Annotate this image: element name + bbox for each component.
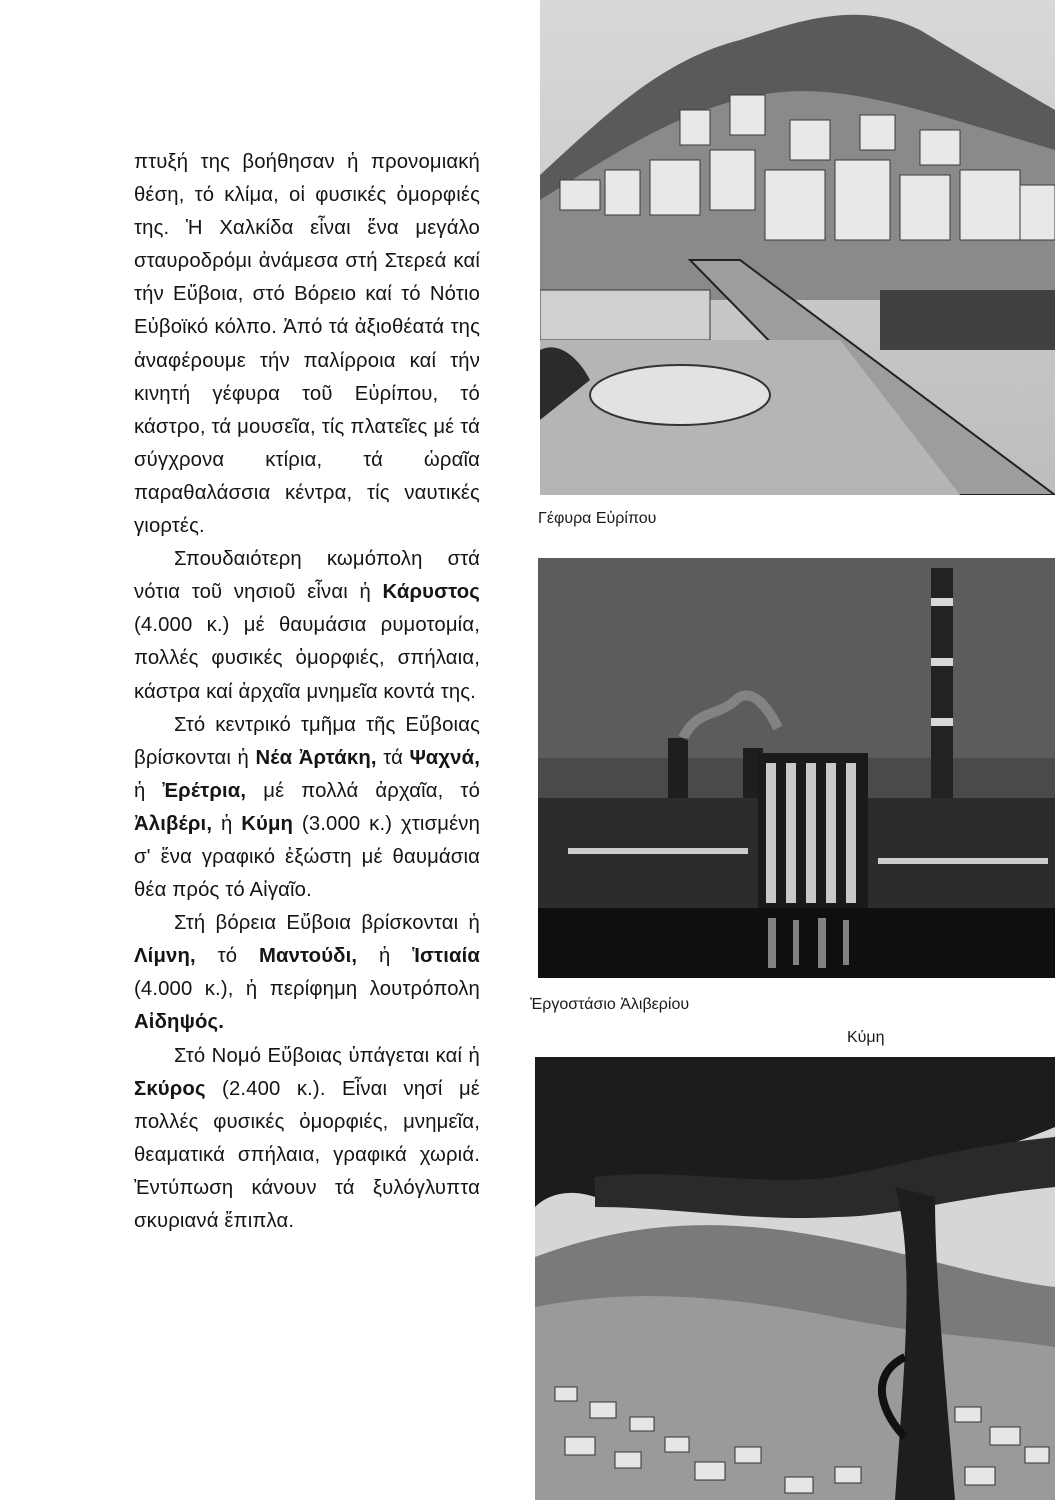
place-name: Κάρυστος [382,581,480,604]
text-run: ἡ [134,779,163,802]
text-run: μέ πολλά ἀρχαῖα, τό [246,779,481,802]
text-run: τό [195,945,259,968]
text-run: Στό κεντρικό τμῆμα τῆς Εὔβοιας βρίσκονται ἡ [134,713,480,769]
paragraph-north-evia [134,907,480,1039]
place-name: Ἀλιβέρι, [134,812,213,835]
text-run: (4.000 κ.) μέ θαυμάσια ρυμοτομία, πολλές φυσικές ὀμορφιές, σπήλαια, κάστρα καί ἀρχαῖα μνημεῖα κοντά της. [134,614,480,703]
place-name: Ἐρέτρια, [162,779,247,802]
text-run: (2.400 κ.). Εἶναι νησί μέ πολλές φυσικές ὀμορφιές, μνημεῖα, θεαματικά σπήλαια, γραφικά χωριά. Ἐντύπωση κάνουν τά ξυλόγλυπτα σκυριανά ἔπιπλα. [134,1077,480,1232]
place-name: Ψαχνά, [409,746,481,769]
caption-aliveri-power-plant: Ἐργοστάσιο Ἀλιβερίου [530,996,690,1013]
text-run: πτυξή της βοήθησαν ἡ προνομιακή θέση, τό κλίμα, οἱ φυσικές ὀμορφιές της. Ἡ Χαλκίδα εἶναι ἕνα μεγάλο σταυροδρόμι ἀνάμεσα στή Στερεά καί τήν Εὔβοια, στό Βόρειο καί τό Νότιο Εὐβοϊκό κόλπο. Ἀπό τά ἀξιοθέατά της ἀναφέρουμε τήν παλίρροια καί τήν κινητή γέφυρα τοῦ Εὐρίπου, τό κάστρο, τά μουσεῖα, τίς πλατεῖες μέ τά σύγχρονα κτίρια, τά ὡραῖα παραθαλάσσια κέντρα, τίς ναυτικές γιορτές. [134,151,480,538]
text-run: (4.000 κ.), ἡ περίφημη λουτρόπολη [134,978,480,1001]
place-name: Κύμη [241,812,294,835]
body-text-column [134,146,480,1238]
text-run: Στή βόρεια Εὔβοια βρίσκονται ἡ [174,912,480,935]
place-name: Ἱστιαία [412,945,480,968]
text-run: (3.000 κ.) χτισμένη σ' ἕνα γραφικό ἐξώστη μέ θαυμάσια θέα πρός τό Αἰγαῖο. [134,812,480,902]
text-run: ἡ [212,812,242,835]
place-name: Αἰδηψός. [134,1011,225,1034]
text-run: τά [376,746,410,769]
place-name: Μαντούδι, [258,945,358,968]
photo-aliveri-power-plant [538,558,1055,978]
text-run: ἡ [357,945,413,968]
paragraph-chalkida [134,146,480,543]
place-name: Νέα Ἀρτάκη, [255,746,377,769]
caption-euripus-bridge: Γέφυρα Εὐρίπου [538,510,657,527]
paragraph-karystos [134,543,480,708]
caption-kymi: Κύμη [847,1029,885,1046]
text-run: Σπουδαιότερη κωμόπολη στά νότια τοῦ νησιοῦ εἶναι ἡ [134,548,480,604]
text-run: Στό Νομό Εὔβοιας ὑπάγεται καί ἡ [174,1044,480,1067]
place-name: Λίμνη, [134,945,196,968]
paragraph-central-evia [134,709,480,908]
photo-kymi [535,1057,1055,1500]
place-name: Σκύρος [134,1077,206,1100]
photo-euripus-bridge [540,0,1055,495]
paragraph-skyros [134,1040,480,1239]
